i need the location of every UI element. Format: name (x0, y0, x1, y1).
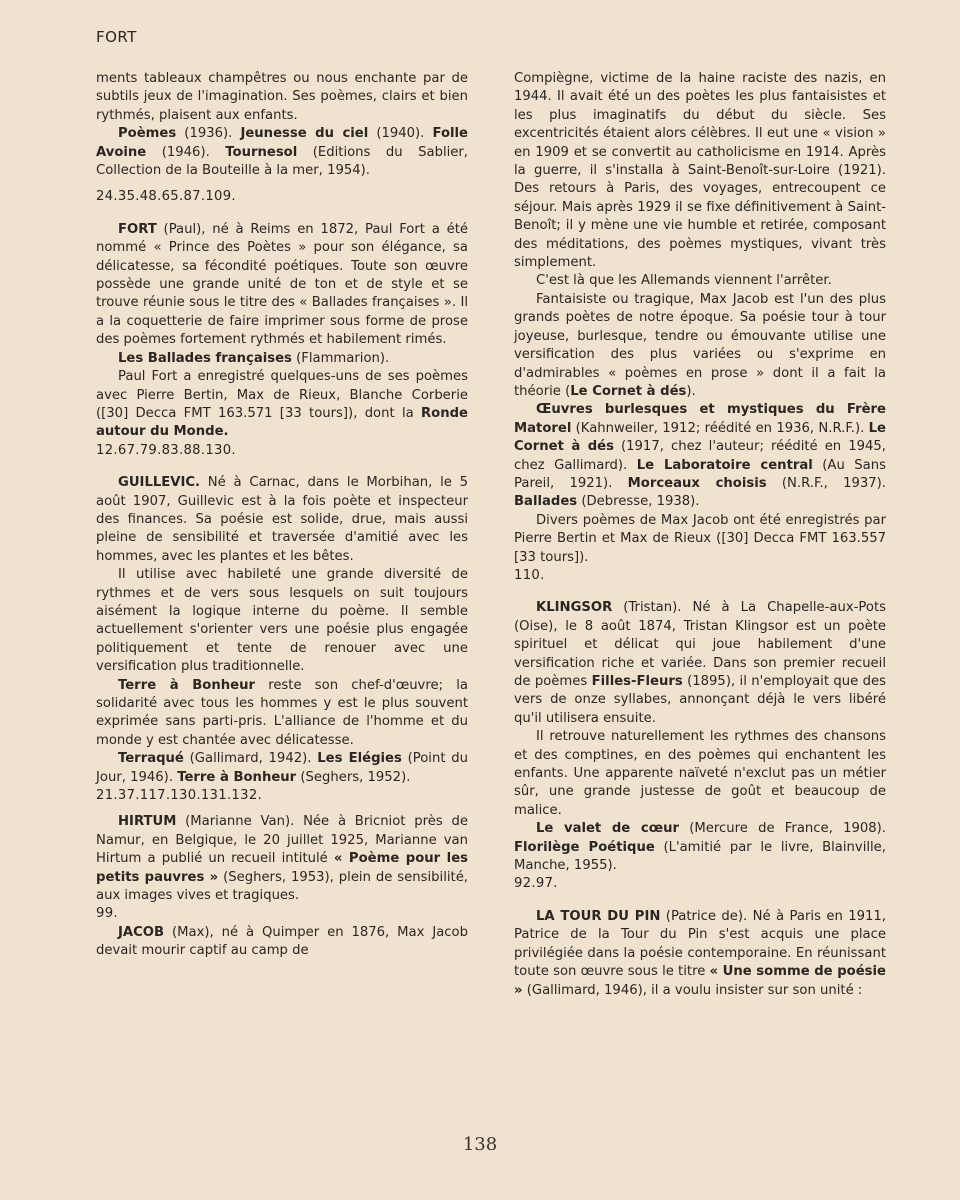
paragraph: KLINGSOR (Tristan). Né à La Chapelle-aux-Pots (Oise), le 8 août 1874, Tristan Klingsor est un poète spirituel et délicat qui joue habilement d'une versification riche et variée. Dans son premier recueil de poèmes Filles-Fleurs (1895), il n'employait que des vers de onze syllabes, annonçant déjà le vers libéré qu'il utilisera ensuite. (514, 600, 886, 726)
paragraph: FORT (Paul), né à Reims en 1872, Paul Fort a été nommé « Prince des Poètes » pour son élégance, sa délicatesse, sa fécondité poétiques. Toute son œuvre possède une grande unité de ton et de style et se trouve réunie sous le titre des « Ballades françaises ». Il a la coquetterie de faire imprimer sous forme de prose des poèmes fortement rythmés et habilement rimés. (96, 221, 468, 348)
paragraph: Le valet de cœur (Mercure de France, 1908). Florilège Poétique (L'amitié par le livre, Blainville, Manche, 1955). (514, 821, 886, 874)
paragraph: Il retrouve naturellement les rythmes des chansons et des comptines, en des poèmes qui enchantent les enfants. Une apparente naïveté n'exclut pas un métier sûr, une grande justesse de goût et beaucoup de malice. (514, 729, 886, 818)
paragraph: 12.67.79.83.88.130. (96, 442, 236, 458)
paragraph: Terre à Bonheur reste son chef-d'œuvre; la solidarité avec tous les hommes y est le plus souvent exprimée sans parti-pris. L'alliance de l'homme et du monde y est chantée avec délicatesse. (96, 677, 468, 748)
paragraph: Œuvres burlesques et mystiques du Frère Matorel (Kahnweiler, 1912; réédité en 1936, N.R.F.). Le Cornet à dés (1917, chez l'auteur; réédité en 1945, chez Gallimard). Le Laboratoire central (Au Sans Pareil, 1921). Morceaux choisis (N.R.F., 1937). Ballades (Debresse, 1938). (514, 402, 887, 510)
paragraph: 110. (514, 567, 545, 583)
paragraph: GUILLEVIC. Né à Carnac, dans le Morbihan, le 5 août 1907, Guillevic est à la fois poète et inspecteur des finances. Sa poésie est solide, drue, mais aussi pleine de sensibilité et traversée d'amitié avec les hommes, avec les plantes et les bêtes. (96, 475, 468, 564)
paragraph: Fantaisiste ou tragique, Max Jacob est l'un des plus grands poètes de notre époque. Sa poésie tour à tour joyeuse, burlesque, tendre ou émouvante utilise une versification des plus variées ou s'exprime en d'admirables « poèmes en prose » dont il a fait la théorie (Le Cornet à dés). (514, 291, 886, 399)
running-head: FORT (96, 28, 137, 46)
paragraph: ments tableaux champêtres ou nous enchante par de subtils jeux de l'imagination. Ses poèmes, clairs et bien rythmés, plaisent aux enfants. (96, 71, 468, 123)
paragraph: 99. (96, 906, 118, 922)
paragraph: Les Ballades françaises (Flammarion). (118, 350, 390, 366)
paragraph: HIRTUM (Marianne Van). Née à Bricniot près de Namur, en Belgique, le 20 juillet 1925, Marianne van Hirtum a publié un recueil intitulé « Poème pour les petits pauvres » (Seghers, 1953), plein de sensibilité, aux images vives et tragiques. (96, 814, 469, 904)
paragraph: Compiègne, victime de la haine raciste des nazis, en 1944. Il avait été un des poètes les plus fantaisistes et les plus imaginatifs du début du siècle. Ses excentricités étaient alors célèbres. Il eut une « vision » en 1909 et se convertit au catholicisme en 1914. Après la guerre, il s'installa à Saint-Benoît-sur-Loire (1921). Des retours à Paris, des voyages, entrecoupent ce séjour. Mais après 1929 il se fixe définitivement à Saint-Benoît; il y mène une vie humble et retirée, composant des méditations, des poèmes mystiques, vivant très simplement. (514, 71, 886, 271)
paragraph: Terraqué (Gallimard, 1942). Les Elégies (Point du Jour, 1946). Terre à Bonheur (Seghers, 1952). (96, 751, 468, 785)
page-number: 138 (462, 1134, 498, 1155)
paragraph: 21.37.117.130.131.132. (96, 788, 262, 804)
paragraph: 24.35.48.65.87.109. (96, 189, 236, 205)
paragraph: Il utilise avec habileté une grande diversité de rythmes et de vers sous lesquels on suit toujours aisément la logique interne du poème. Il semble actuellement s'orienter vers une poésie plus engagée politiquement et tente de renouer avec une versification plus traditionnelle. (96, 567, 468, 675)
paragraph: 92.97. (514, 876, 558, 892)
paragraph: LA TOUR DU PIN (Patrice de). Né à Paris en 1911, Patrice de la Tour du Pin s'est acquis une place privilégiée dans la poésie contemporaine. En réunissant toute son œuvre sous le titre « Une somme de poésie » (Gallimard, 1946), il a voulu insister sur son unité : (514, 908, 886, 998)
right-column (514, 70, 886, 1000)
paragraph: JACOB (Max), né à Quimper en 1876, Max Jacob devait mourir captif au camp de (96, 924, 468, 959)
paragraph: Poèmes (1936). Jeunesse du ciel (1940). Folle Avoine (1946). Tournesol (Editions du Sablier, Collection de la Bouteille à la mer, 1954). (96, 126, 469, 179)
left-column (96, 70, 468, 961)
paragraph: Paul Fort a enregistré quelques-uns de ses poèmes avec Pierre Bertin, Max de Rieux, Blanche Corberie ([30] Decca FMT 163.571 [33 tours]), dont la Ronde autour du Monde. (96, 369, 468, 440)
paragraph: C'est là que les Allemands viennent l'arrêter. (536, 273, 832, 289)
paragraph: Divers poèmes de Max Jacob ont été enregistrés par Pierre Bertin et Max de Rieux ([30] Decca FMT 163.557 [33 tours]). (514, 512, 886, 565)
